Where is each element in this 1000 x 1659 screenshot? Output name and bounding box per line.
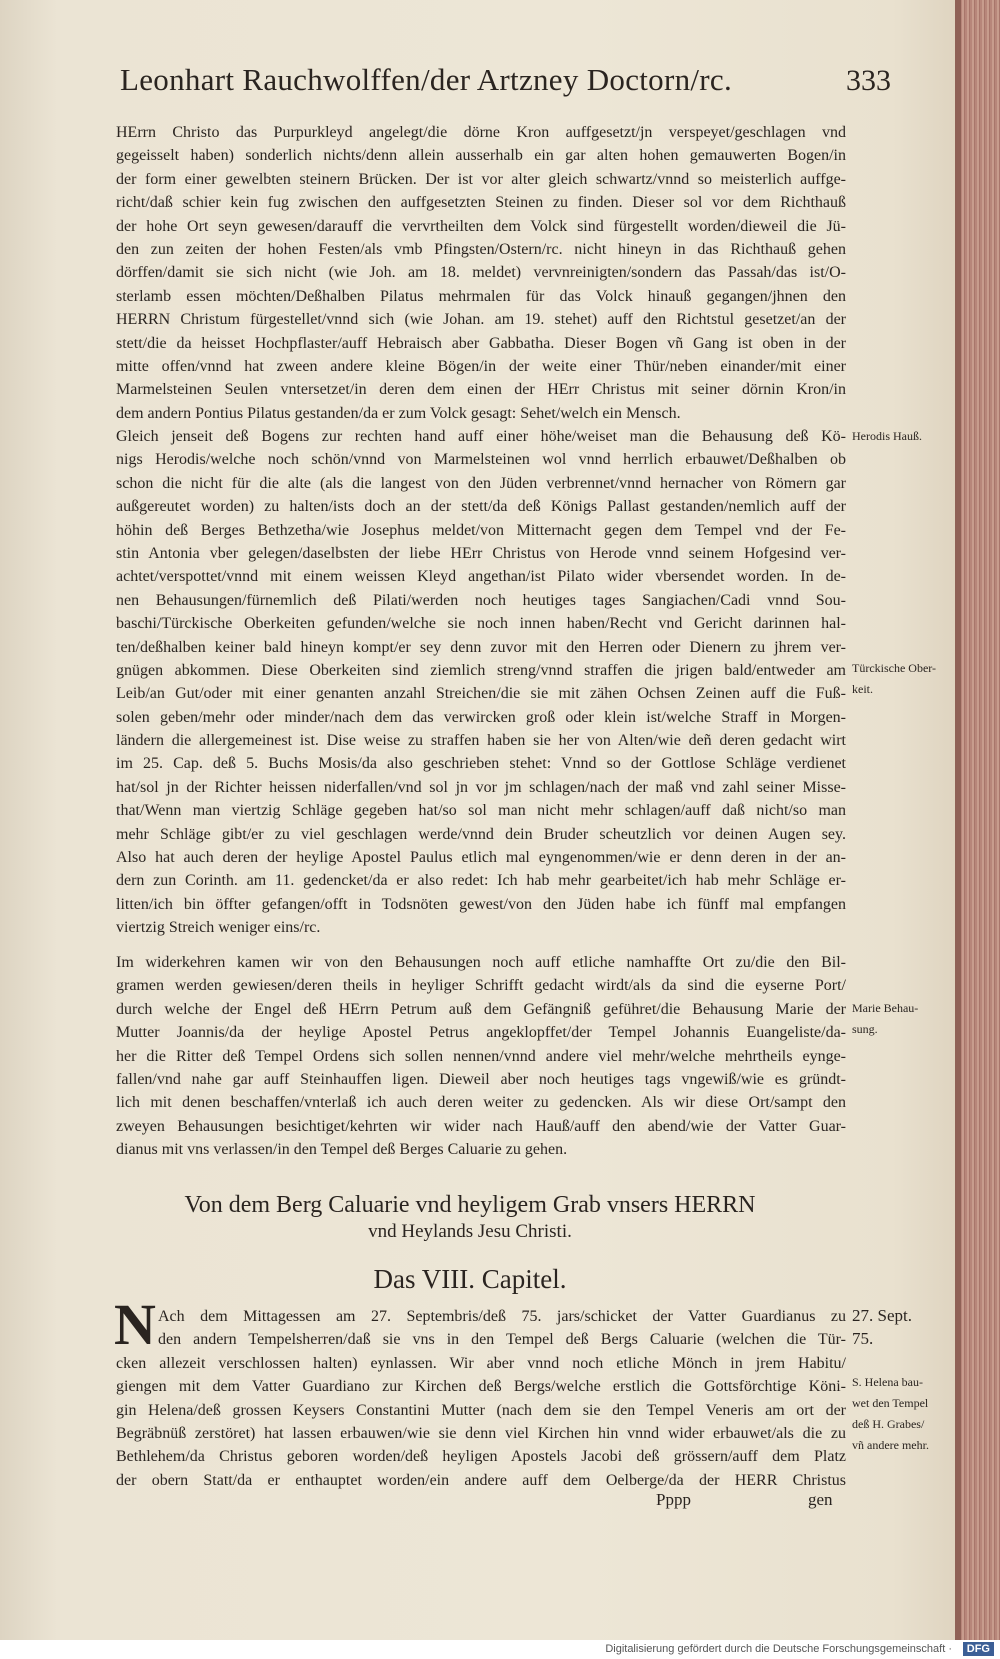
text-line: fallen/vnd nahe gar auff Steinhauffen ligen. Dieweil aber noch heutiges tags vngewiß/wie es gründt- <box>116 1070 846 1088</box>
text-line: gin Helena/deß grossen Keysers Constantini Mutter (nach dem sie den Tempel Veneris am ort der <box>116 1401 846 1419</box>
marginal-note <box>852 998 918 1040</box>
text-line: dianus mit vns verlassen/in den Tempel deß Berges Caluarie zu gehen. <box>116 1141 568 1159</box>
text-line: keit. <box>852 682 873 696</box>
footer-credit: Digitalisierung gefördert durch die Deutsche Forschungsgemeinschaft · <box>605 1643 952 1655</box>
text-line: Ach dem Mittagessen am 27. Septembris/deß 75. jars/schicket der Vatter Guardianus zu <box>158 1308 846 1325</box>
text-line: viertzig Streich weniger eins/rc. <box>116 919 321 937</box>
text-line: gegeisselt haben) sonderlich nichts/denn allein ausserhalb ein gar alten hohen gemauwerten Bogen/in <box>116 147 846 165</box>
text-line: Mutter Joannis/da der heylige Apostel Petrus angeklopffet/der Tempel Johannis Euangeliste/da- <box>116 1024 846 1042</box>
text-line: that/Wenn man viertzig Schläge gegeben hat/so sol man nicht mehr schlagen/auff daß nicht/so man <box>116 802 846 820</box>
chapter-title: Das VIII. Capitel. <box>373 1264 567 1294</box>
text-line: im 25. Cap. deß 5. Buchs Mosis/da also geschrieben stehet: Vnnd so der Gottlose Schläge verdienet <box>116 755 846 773</box>
text-line: Marmelsteinen Seulen vntersetzet/in deren dem einen der HErr Christus mit seiner dörnin Kron/in <box>116 381 846 399</box>
text-line: HErrn Christo das Purpurkleyd angelegt/die dörne Kron auffgesetzt/jn verspeyet/geschlagen vnd <box>116 124 846 141</box>
text-line: baschi/Türckische Oberkeiten gefunden/welche sie noch innen haben/Recht vnd Gericht darinnen hal- <box>116 615 846 633</box>
text-line: außgereutet worden) zu halten/ists doch an der stett/da deß Königs Pallast gestanden/nemlich auff der <box>116 498 846 516</box>
marginal-note-date <box>852 1304 912 1350</box>
book-edge <box>955 0 1000 1640</box>
text-line: S. Helena bau- <box>852 1375 923 1389</box>
text-line: zweyen Behausungen besichtiget/kehrten wir wider nach Hauß/auff den abend/wie der Vatter Guar- <box>116 1117 846 1135</box>
dfg-logo: DFG <box>963 1642 994 1656</box>
text-line: Bethlehem/da Christus geboren worden/deß heyligen Apostels Jacobi deß grössern/auff dem Platz <box>116 1448 846 1466</box>
text-line: mehr Schläge gibt/er zu viel geschlagen werde/vnnd dein Bruder scheutzlich vor deinen Augen sey. <box>116 825 846 843</box>
footer-bar <box>0 1640 1000 1659</box>
text-line: sung. <box>852 1022 878 1036</box>
marginal-note <box>852 658 936 700</box>
text-line: lich mit denen beschaffen/vnterlaß ich auch deren weiter zu gedencken. Als wir diese Ort/sampt den <box>116 1094 846 1112</box>
text-line: sterlamb essen möchten/Deßhalben Pilatus mehrmalen für das Volck hinauß gegangen/jhnen den <box>116 287 846 305</box>
chapter-paragraph <box>116 1305 846 1492</box>
text-line: Leib/an Gut/oder mit einer genanten anzahl Streichen/die sie mit zähen Ochsen Zeinen auff die Fuß- <box>116 685 846 703</box>
text-line: ten/deßhalben keiner bald hineyn kompt/er sey denn zuvor mit den Herren oder Dienern zu jhrem ver- <box>116 638 846 656</box>
text-line: den zun zeiten der hohen Festen/als vmb Pfingsten/Ostern/rc. nicht hineyn in das Richthauß gehen <box>116 240 846 258</box>
text-line: dern zun Corinth. am 11. gedencket/da er also redet: Ich hab mehr gearbeitet/ich hab mehr Schläge er- <box>116 872 846 890</box>
page-number: 333 <box>846 64 891 97</box>
text-line: 27. Sept. <box>852 1306 912 1325</box>
text-line: Also hat auch deren der heylige Apostel Paulus etlich mal eyngenommen/wie er denn deren in der an- <box>116 849 846 867</box>
paragraph-1 <box>116 121 846 425</box>
text-line: litten/ich bin öffter gefangen/offt in Todsnöten gewest/von den Jüden habe ich fünff mal empfangen <box>116 895 846 913</box>
drop-cap: N <box>114 1292 156 1357</box>
text-line: der form einer gewelbten steinern Brücken. Der ist vor alter gleich schwartz/vnnd so meisterlich auffge- <box>116 170 846 188</box>
text-line: HERRN Christum fürgestellet/vnnd sich (wie Johan. am 19. stehet) auff den Richtstul gesetzet/an der <box>116 311 846 329</box>
paragraph-2 <box>116 425 846 940</box>
section-subheading: vnd Heylands Jesu Christi. <box>368 1221 572 1242</box>
signature-mark: Pppp <box>656 1490 691 1509</box>
text-line: deß H. Grabes/ <box>852 1417 925 1431</box>
text-line: der obern Statt/da er enthauptet worden/ein andere auff dem Oelberge/da der HERR Christus <box>116 1471 846 1489</box>
text-line: wet den Tempel <box>852 1396 929 1410</box>
text-line: giengen mit dem Vatter Guardiano zur Kirchen deß Bergs/welche erstlich die Gottsförchtige Köni- <box>116 1378 846 1396</box>
text-line: richt/daß schier kein fug zwischen den auffgesetzten Steinen zu finden. Dieser sol vor dem Richthauß <box>116 194 846 212</box>
section-heading: Von dem Berg Caluarie vnd heyligem Grab vnsers HERRN <box>184 1192 756 1218</box>
text-line: achtet/verspottet/vnnd mit einem weissen Kleyd angethan/ist Pilato wider vbersendet worden. In de- <box>116 568 846 586</box>
text-line: gnügen abkommen. Diese Oberkeiten sind ziemlich streng/vnnd straffen die jrigen bald/entweder am <box>116 661 846 679</box>
text-line: mitte offen/vnnd hat zween andere kleine Bögen/in der weite einer Thür/neben einander/mit einer <box>116 357 846 375</box>
text-line: hat/sol jn der Richter heissen niderfallen/vnd sol jn vor jm schlagen/nach der maß vnd zahl seiner Misse- <box>116 778 846 796</box>
text-line: solen geben/mehr oder minder/nach dem das verwircken groß oder klein ist/welche Straff in Morgen- <box>116 708 846 726</box>
text-line: Gleich jenseit deß Bogens zur rechten hand auff einer höhe/weiset man die Behausung deß Kö- <box>116 428 846 445</box>
text-line: nen Behausungen/fürnemlich deß Pilati/werden noch heutiges tages Sangiachen/Cadi vnnd Sou- <box>116 591 846 609</box>
text-line: Herodis Hauß. <box>852 429 922 443</box>
text-line: nigs Herodis/welche noch schön/vnnd von Marmelsteinen wol vnnd herrlich erbauwet/Deßhalben ob <box>116 451 846 469</box>
text-line: stett/die da heisset Hochpflaster/auff Hebraisch aber Gabbatha. Dieser Bogen vñ Gang ist oben in der <box>116 334 846 352</box>
text-line: dem andern Pontius Pilatus gestanden/da er zum Volck gesagt: Sehet/welch ein Mensch. <box>116 404 681 422</box>
text-line: ländern die allergemeinest ist. Dise weise zu straffen haben sie her von Alten/wie deñ deren gedacht wirt <box>116 732 846 750</box>
running-title: Leonhart Rauchwolffen/der Artzney Doctorn/rc. <box>120 62 733 97</box>
text-line: gramen werden gewiesen/deren theils in heyliger Schrifft gedacht wirdt/als da sind die eyserne Port/ <box>116 977 846 995</box>
text-line: den andern Tempelsherren/daß sie vns in den Tempel deß Bergs Caluarie (welchen die Tür- <box>158 1331 846 1349</box>
text-line: 75. <box>852 1329 874 1348</box>
text-line: Marie Behau- <box>852 1001 919 1015</box>
marginal-note <box>852 1372 929 1456</box>
text-line: höhin deß Berges Bethzetha/wie Josephus meldet/von Mitternacht gegen dem Tempel vnd der Fe- <box>116 521 846 539</box>
paragraph-3 <box>116 951 846 1162</box>
text-line: schon die nicht für die alte (als die langest von den Jüden verbrennet/vnnd hernacher von Römern gar <box>116 474 846 492</box>
text-line: dörffen/damit sie sich nicht (wie Joh. am 18. meldet) vervnreinigten/sondern das Passah/das ist/O- <box>116 264 846 282</box>
text-line: Begräbnüß zerstöret) hat lassen erbauwen/wie sie denn viel Kirchen hin vnnd wider erbauwet/als die zu <box>116 1424 846 1442</box>
text-line: Türckische Ober- <box>852 661 937 675</box>
text-line: Im widerkehren kamen wir von den Behausungen noch auff etliche namhaffte Ort zu/die den Bil- <box>116 954 846 971</box>
text-line: her die Ritter deß Tempel Ordens sich sollen nennen/vnnd andere viel mehr/welche mehrtheils eynge- <box>116 1047 846 1065</box>
text-line: cken allezeit verschlossen halten) eynlassen. Wir aber vnnd noch etliche Mönch in jrem Habitu/ <box>116 1354 846 1372</box>
text-line: stin Antonia vber gelegen/daselbsten der liebe HErr Christus von Herode vnnd seinem Hofgesind ver- <box>116 544 846 562</box>
catchword: gen <box>808 1490 833 1509</box>
text-line: vñ andere mehr. <box>852 1438 929 1452</box>
text-line: der hohe Ort seyn gewesen/darauff die vervrtheilten dem Volck sind fürgestellt worden/dieweil die Jü- <box>116 217 846 235</box>
marginal-note <box>852 426 922 447</box>
text-line: durch welche der Engel deß HErrn Petrum auß dem Gefängniß geführet/die Behausung Marie der <box>116 1000 846 1018</box>
